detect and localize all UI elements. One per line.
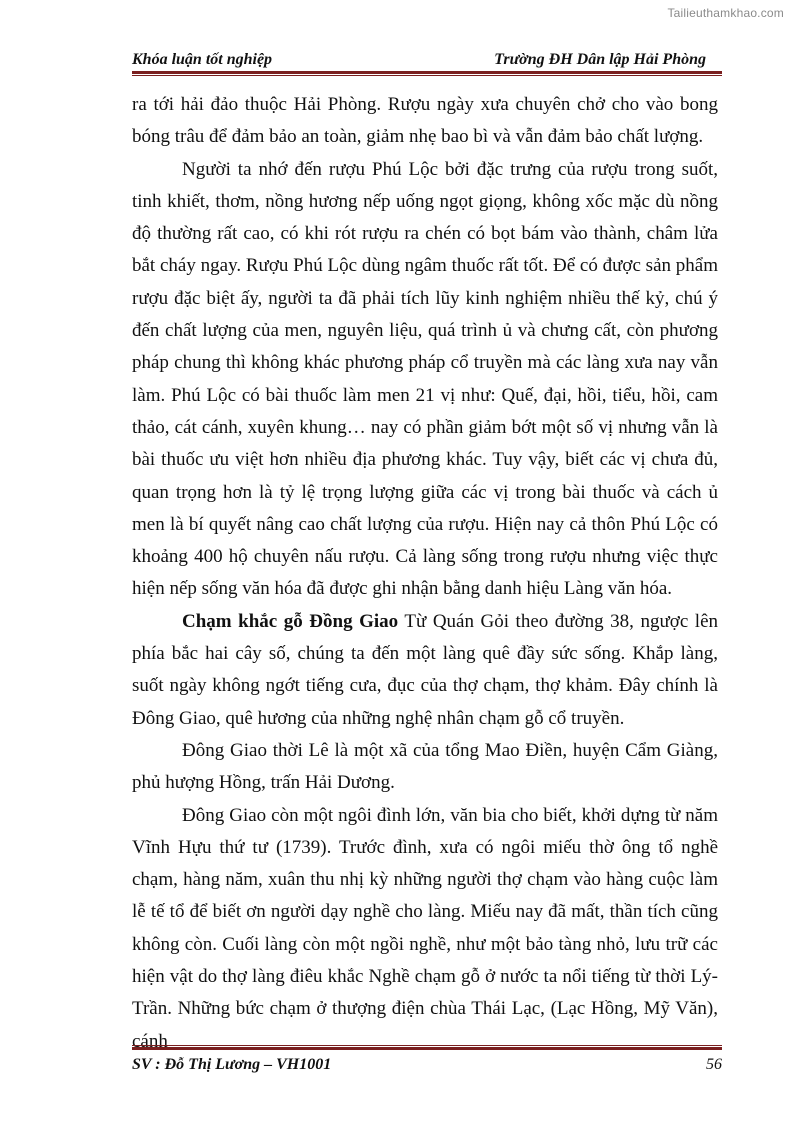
paragraph-dong-giao-text: Từ Quán Gỏi theo đường 38, ngược lên phía bắc hai cây số, chúng ta đến một làng quê đầy sức sống. Khắp làng, suốt ngày không ngớt tiếng cưa, đục của thợ chạm, thợ khảm. Đây chính là Đông Giao, quê hương của những nghệ nhân chạm gỗ cổ truyền. (132, 610, 719, 729)
header-divider (132, 71, 722, 76)
paragraph-dong-giao-temple: Đông Giao còn một ngôi đình lớn, văn bia cho biết, khởi dựng từ năm Vĩnh Hựu thứ tư (1739). Trước đình, xưa có ngôi miếu thờ ông tổ nghề chạm, hàng năm, xuân thu nhị kỳ những người thợ chạm vào hàng cuộc làm lễ tế tổ để biết ơn người dạy nghề cho làng. Miếu nay đã mất, thần tích cũng không còn. Cuối làng còn một ngồi nghề, như một bảo tàng nhỏ, lưu trữ các hiện vật do thợ làng điêu khắc Nghề chạm gỗ ở nước ta nổi tiếng từ thời Lý- Trần. Những bức chạm ở thượng điện chùa Thái Lạc, (Lạc Hồng, Mỹ Văn), cánh (132, 804, 718, 1052)
watermark-text: Tailieuthamkhao.com (667, 6, 784, 20)
header-university-name: Trường ĐH Dân lập Hải Phòng (494, 51, 706, 68)
document-body (132, 89, 718, 1058)
page-number: 56 (706, 1056, 722, 1073)
paragraph-dong-giao-carving (132, 606, 718, 735)
paragraph-dong-giao-history: Đông Giao thời Lê là một xã của tổng Mao Điền, huyện Cẩm Giàng, phủ hượng Hồng, trấn Hải Dương. (132, 739, 718, 794)
footer-student-name: SV : Đỗ Thị Lương – VH1001 (132, 1056, 332, 1073)
page-header (132, 48, 706, 72)
section-heading-dong-giao: Chạm khắc gỗ Đồng Giao (182, 610, 399, 632)
page-footer (132, 1056, 722, 1078)
header-thesis-title: Khóa luận tốt nghiệp (132, 51, 273, 68)
paragraph-phu-loc-wine: Người ta nhớ đến rượu Phú Lộc bởi đặc trưng của rượu trong suốt, tinh khiết, thơm, nồng hương nếp uống ngọt giọng, không xốc mặc dù nồng độ thường rất cao, có khi rót rượu ra chén có bọt bám vào thành, châm lửa bắt cháy ngay. Rượu Phú Lộc dùng ngâm thuốc rất tốt. Để có được sản phẩm rượu đặc biệt ấy, người ta đã phải tích lũy kinh nghiệm nhiều thế kỷ, chú ý đến chất lượng của men, nguyên liệu, quá trình ủ và chưng cất, còn phương pháp chung thì không khác phương pháp cổ truyền mà các làng xưa nay vẫn làm. Phú Lộc có bài thuốc làm men 21 vị như: Quế, đại, hồi, tiểu, hồi, cam thảo, cát cánh, xuyên khung… nay có phần giảm bớt một số vị nhưng vẫn là bài thuốc ưu việt hơn nhiều địa phương khác. Tuy vậy, biết các vị chưa đủ, quan trọng hơn là tỷ lệ trọng lượng giữa các vị trong bài thuốc và cách ủ men là bí quyết nâng cao chất lượng của rượu. Hiện nay cả thôn Phú Lộc có khoảng 400 hộ chuyên nấu rượu. Cả làng sống trong rượu nhưng việc thực hiện nếp sống văn hóa đã được ghi nhận bằng danh hiệu Làng văn hóa. (132, 158, 718, 600)
footer-divider (132, 1045, 722, 1050)
paragraph-continuation: ra tới hải đảo thuộc Hải Phòng. Rượu ngày xưa chuyên chở cho vào bong bóng trâu để đảm bảo an toàn, giảm nhẹ bao bì và vẫn đảm bảo chất lượng. (132, 94, 718, 148)
